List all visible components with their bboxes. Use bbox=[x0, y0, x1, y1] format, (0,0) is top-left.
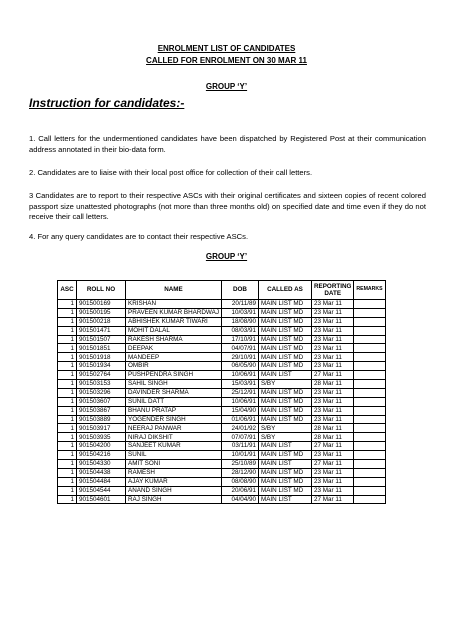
table-row bbox=[58, 468, 386, 477]
cell-asc: 1 bbox=[58, 335, 77, 344]
cell-remarks bbox=[354, 433, 385, 442]
cell-dob: 15/03/91 bbox=[221, 380, 258, 389]
cell-asc: 1 bbox=[58, 424, 77, 433]
cell-remarks bbox=[354, 308, 385, 317]
cell-asc: 1 bbox=[58, 460, 77, 469]
header-name: NAME bbox=[126, 281, 222, 300]
cell-reporting-date: 23 Mar 11 bbox=[311, 353, 353, 362]
table-row bbox=[58, 495, 386, 504]
cell-called-as: MAIN LIST MD bbox=[258, 335, 311, 344]
cell-dob: 08/08/90 bbox=[221, 477, 258, 486]
cell-remarks bbox=[354, 486, 385, 495]
cell-name: NIRAJ DIKSHIT bbox=[126, 433, 222, 442]
cell-reporting-date: 23 Mar 11 bbox=[311, 406, 353, 415]
cell-roll-no: 901504330 bbox=[77, 460, 126, 469]
cell-name: KRISHAN bbox=[126, 300, 222, 309]
cell-called-as: MAIN LIST MD bbox=[258, 362, 311, 371]
cell-name: PRAVEEN KUMAR BHARDWAJ bbox=[126, 308, 222, 317]
cell-asc: 1 bbox=[58, 300, 77, 309]
cell-asc: 1 bbox=[58, 495, 77, 504]
cell-called-as: MAIN LIST MD bbox=[258, 344, 311, 353]
header-remarks: REMARKS bbox=[354, 281, 385, 300]
cell-name: ABHISHEK KUMAR TIWARI bbox=[126, 317, 222, 326]
cell-name: BHANU PRATAP bbox=[126, 406, 222, 415]
cell-dob: 17/10/91 bbox=[221, 335, 258, 344]
cell-remarks bbox=[354, 406, 385, 415]
cell-name: NEERAJ PANWAR bbox=[126, 424, 222, 433]
cell-called-as: MAIN LIST MD bbox=[258, 486, 311, 495]
cell-remarks bbox=[354, 300, 385, 309]
cell-dob: 04/07/91 bbox=[221, 344, 258, 353]
cell-name: MOHIT DALAL bbox=[126, 326, 222, 335]
cell-dob: 20/11/89 bbox=[221, 300, 258, 309]
cell-called-as: MAIN LIST MD bbox=[258, 308, 311, 317]
table-row bbox=[58, 442, 386, 451]
group-heading-table: GROUP ‘Y’ bbox=[205, 252, 248, 261]
cell-roll-no: 901501507 bbox=[77, 335, 126, 344]
cell-called-as: MAIN LIST MD bbox=[258, 388, 311, 397]
header-roll-no: ROLL NO bbox=[77, 281, 126, 300]
cell-name: RAKESH SHARMA bbox=[126, 335, 222, 344]
cell-roll-no: 901504544 bbox=[77, 486, 126, 495]
cell-asc: 1 bbox=[58, 344, 77, 353]
cell-roll-no: 901504484 bbox=[77, 477, 126, 486]
cell-reporting-date: 23 Mar 11 bbox=[311, 326, 353, 335]
instruction-paragraph-4: 4. For any query candidates are to contact their respective ASCs. bbox=[29, 232, 249, 241]
cell-roll-no: 901504200 bbox=[77, 442, 126, 451]
header-called-as: CALLED AS bbox=[258, 281, 311, 300]
cell-remarks bbox=[354, 415, 385, 424]
document-title-line2: CALLED FOR ENROLMENT ON 30 MAR 11 bbox=[146, 56, 307, 65]
cell-remarks bbox=[354, 344, 385, 353]
cell-name: AMIT SONI bbox=[126, 460, 222, 469]
cell-dob: 25/12/91 bbox=[221, 388, 258, 397]
table-row bbox=[58, 433, 386, 442]
cell-called-as: MAIN LIST MD bbox=[258, 415, 311, 424]
cell-roll-no: 901501934 bbox=[77, 362, 126, 371]
cell-remarks bbox=[354, 380, 385, 389]
cell-remarks bbox=[354, 424, 385, 433]
table-body bbox=[58, 300, 386, 504]
cell-asc: 1 bbox=[58, 371, 77, 380]
cell-reporting-date: 27 Mar 11 bbox=[311, 495, 353, 504]
cell-asc: 1 bbox=[58, 442, 77, 451]
table-row bbox=[58, 344, 386, 353]
cell-called-as: MAIN LIST bbox=[258, 495, 311, 504]
cell-reporting-date: 28 Mar 11 bbox=[311, 433, 353, 442]
cell-reporting-date: 23 Mar 11 bbox=[311, 397, 353, 406]
cell-reporting-date: 23 Mar 11 bbox=[311, 451, 353, 460]
instruction-paragraph-1: 1. Call letters for the undermentioned candidates have been dispatched by Registered Post at their communication address annotated in their bio-data form. bbox=[29, 134, 426, 154]
cell-asc: 1 bbox=[58, 486, 77, 495]
cell-name: MANDEEP bbox=[126, 353, 222, 362]
cell-reporting-date: 23 Mar 11 bbox=[311, 388, 353, 397]
table-header-row bbox=[58, 281, 386, 300]
cell-name: DAVINDER SHARMA bbox=[126, 388, 222, 397]
cell-asc: 1 bbox=[58, 308, 77, 317]
table-row bbox=[58, 451, 386, 460]
cell-called-as: MAIN LIST MD bbox=[258, 477, 311, 486]
cell-roll-no: 901503296 bbox=[77, 388, 126, 397]
cell-reporting-date: 23 Mar 11 bbox=[311, 317, 353, 326]
cell-remarks bbox=[354, 362, 385, 371]
cell-roll-no: 901501851 bbox=[77, 344, 126, 353]
table-row bbox=[58, 415, 386, 424]
cell-remarks bbox=[354, 451, 385, 460]
table-row bbox=[58, 335, 386, 344]
cell-reporting-date: 27 Mar 11 bbox=[311, 371, 353, 380]
cell-dob: 03/11/91 bbox=[221, 442, 258, 451]
cell-name: RAJ SINGH bbox=[126, 495, 222, 504]
cell-reporting-date: 27 Mar 11 bbox=[311, 442, 353, 451]
cell-called-as: MAIN LIST bbox=[258, 442, 311, 451]
cell-called-as: S/BY bbox=[258, 433, 311, 442]
cell-dob: 08/03/91 bbox=[221, 326, 258, 335]
cell-dob: 06/05/90 bbox=[221, 362, 258, 371]
cell-dob: 10/03/91 bbox=[221, 308, 258, 317]
cell-name: SUNIL DATT bbox=[126, 397, 222, 406]
cell-remarks bbox=[354, 335, 385, 344]
cell-remarks bbox=[354, 353, 385, 362]
cell-called-as: MAIN LIST bbox=[258, 460, 311, 469]
cell-reporting-date: 27 Mar 11 bbox=[311, 460, 353, 469]
cell-roll-no: 901500218 bbox=[77, 317, 126, 326]
cell-roll-no: 901504601 bbox=[77, 495, 126, 504]
cell-dob: 25/10/89 bbox=[221, 460, 258, 469]
cell-dob: 15/04/90 bbox=[221, 406, 258, 415]
cell-name: YOGENDER SINGH bbox=[126, 415, 222, 424]
cell-asc: 1 bbox=[58, 388, 77, 397]
cell-remarks bbox=[354, 388, 385, 397]
cell-roll-no: 901503867 bbox=[77, 406, 126, 415]
cell-asc: 1 bbox=[58, 380, 77, 389]
table-row bbox=[58, 308, 386, 317]
cell-reporting-date: 23 Mar 11 bbox=[311, 486, 353, 495]
cell-name: RAMESH bbox=[126, 468, 222, 477]
cell-asc: 1 bbox=[58, 406, 77, 415]
cell-reporting-date: 23 Mar 11 bbox=[311, 362, 353, 371]
cell-called-as: S/BY bbox=[258, 424, 311, 433]
document-title-line1: ENROLMENT LIST OF CANDIDATES bbox=[157, 44, 296, 53]
cell-reporting-date: 23 Mar 11 bbox=[311, 344, 353, 353]
cell-dob: 01/06/91 bbox=[221, 415, 258, 424]
cell-remarks bbox=[354, 460, 385, 469]
cell-called-as: S/BY bbox=[258, 380, 311, 389]
cell-asc: 1 bbox=[58, 362, 77, 371]
instruction-paragraph-3: 3 Candidates are to report to their respective ASCs with their original certificates and sixteen copies of recent colored passport size unattested photographs (not more than three months old) on specified date and time even if they do not receive their call letters. bbox=[29, 191, 426, 221]
cell-dob: 04/04/90 bbox=[221, 495, 258, 504]
cell-asc: 1 bbox=[58, 397, 77, 406]
table-row bbox=[58, 477, 386, 486]
table-row bbox=[58, 326, 386, 335]
cell-asc: 1 bbox=[58, 415, 77, 424]
cell-remarks bbox=[354, 397, 385, 406]
cell-called-as: MAIN LIST MD bbox=[258, 406, 311, 415]
cell-name: ANAND SINGH bbox=[126, 486, 222, 495]
cell-asc: 1 bbox=[58, 451, 77, 460]
table-row bbox=[58, 300, 386, 309]
cell-roll-no: 901503935 bbox=[77, 433, 126, 442]
cell-reporting-date: 23 Mar 11 bbox=[311, 468, 353, 477]
cell-reporting-date: 23 Mar 11 bbox=[311, 308, 353, 317]
cell-asc: 1 bbox=[58, 326, 77, 335]
cell-reporting-date: 23 Mar 11 bbox=[311, 300, 353, 309]
cell-remarks bbox=[354, 371, 385, 380]
cell-called-as: MAIN LIST MD bbox=[258, 353, 311, 362]
cell-remarks bbox=[354, 477, 385, 486]
cell-called-as: MAIN LIST MD bbox=[258, 397, 311, 406]
cell-roll-no: 901503607 bbox=[77, 397, 126, 406]
header-dob: DOB bbox=[221, 281, 258, 300]
table-row bbox=[58, 406, 386, 415]
instruction-paragraph-2: 2. Candidates are to liaise with their local post office for collection of their call letters. bbox=[29, 168, 313, 177]
cell-roll-no: 901504438 bbox=[77, 468, 126, 477]
cell-name: OMBIR bbox=[126, 362, 222, 371]
cell-roll-no: 901501918 bbox=[77, 353, 126, 362]
table-row bbox=[58, 388, 386, 397]
cell-called-as: MAIN LIST MD bbox=[258, 300, 311, 309]
cell-remarks bbox=[354, 326, 385, 335]
cell-name: SUNIL bbox=[126, 451, 222, 460]
cell-dob: 24/01/92 bbox=[221, 424, 258, 433]
cell-reporting-date: 23 Mar 11 bbox=[311, 415, 353, 424]
cell-name: DEEPAK bbox=[126, 344, 222, 353]
cell-roll-no: 901502764 bbox=[77, 371, 126, 380]
cell-called-as: MAIN LIST MD bbox=[258, 468, 311, 477]
cell-name: PUSHPENDRA SINGH bbox=[126, 371, 222, 380]
table-row bbox=[58, 353, 386, 362]
cell-roll-no: 901504216 bbox=[77, 451, 126, 460]
table-row bbox=[58, 371, 386, 380]
cell-name: AJAY KUMAR bbox=[126, 477, 222, 486]
cell-roll-no: 901501471 bbox=[77, 326, 126, 335]
cell-name: SANJEET KUMAR bbox=[126, 442, 222, 451]
cell-asc: 1 bbox=[58, 468, 77, 477]
table-row bbox=[58, 460, 386, 469]
cell-dob: 18/08/90 bbox=[221, 317, 258, 326]
table-row bbox=[58, 362, 386, 371]
cell-dob: 10/01/91 bbox=[221, 451, 258, 460]
cell-roll-no: 901503917 bbox=[77, 424, 126, 433]
cell-dob: 28/12/90 bbox=[221, 468, 258, 477]
cell-dob: 10/06/91 bbox=[221, 397, 258, 406]
cell-reporting-date: 23 Mar 11 bbox=[311, 335, 353, 344]
cell-dob: 10/06/91 bbox=[221, 371, 258, 380]
cell-remarks bbox=[354, 317, 385, 326]
cell-called-as: MAIN LIST bbox=[258, 371, 311, 380]
cell-asc: 1 bbox=[58, 317, 77, 326]
cell-dob: 29/10/91 bbox=[221, 353, 258, 362]
cell-called-as: MAIN LIST MD bbox=[258, 451, 311, 460]
candidates-table bbox=[57, 280, 386, 504]
table-row bbox=[58, 486, 386, 495]
table-row bbox=[58, 380, 386, 389]
cell-dob: 20/06/91 bbox=[221, 486, 258, 495]
cell-remarks bbox=[354, 468, 385, 477]
cell-reporting-date: 28 Mar 11 bbox=[311, 380, 353, 389]
cell-reporting-date: 28 Mar 11 bbox=[311, 424, 353, 433]
table-row bbox=[58, 317, 386, 326]
table-row bbox=[58, 397, 386, 406]
table-row bbox=[58, 424, 386, 433]
cell-name: SAHIL SINGH bbox=[126, 380, 222, 389]
cell-asc: 1 bbox=[58, 477, 77, 486]
cell-asc: 1 bbox=[58, 433, 77, 442]
cell-remarks bbox=[354, 442, 385, 451]
cell-remarks bbox=[354, 495, 385, 504]
cell-roll-no: 901503153 bbox=[77, 380, 126, 389]
header-asc: ASC bbox=[58, 281, 77, 300]
cell-reporting-date: 23 Mar 11 bbox=[311, 477, 353, 486]
cell-roll-no: 901500169 bbox=[77, 300, 126, 309]
cell-called-as: MAIN LIST MD bbox=[258, 326, 311, 335]
cell-roll-no: 901500195 bbox=[77, 308, 126, 317]
cell-dob: 07/07/91 bbox=[221, 433, 258, 442]
cell-called-as: MAIN LIST MD bbox=[258, 317, 311, 326]
group-heading-top: GROUP ‘Y’ bbox=[205, 82, 248, 91]
cell-roll-no: 901503889 bbox=[77, 415, 126, 424]
header-reporting-date: REPORTING DATE bbox=[311, 281, 353, 300]
cell-asc: 1 bbox=[58, 353, 77, 362]
instruction-heading: Instruction for candidates:- bbox=[29, 96, 185, 110]
